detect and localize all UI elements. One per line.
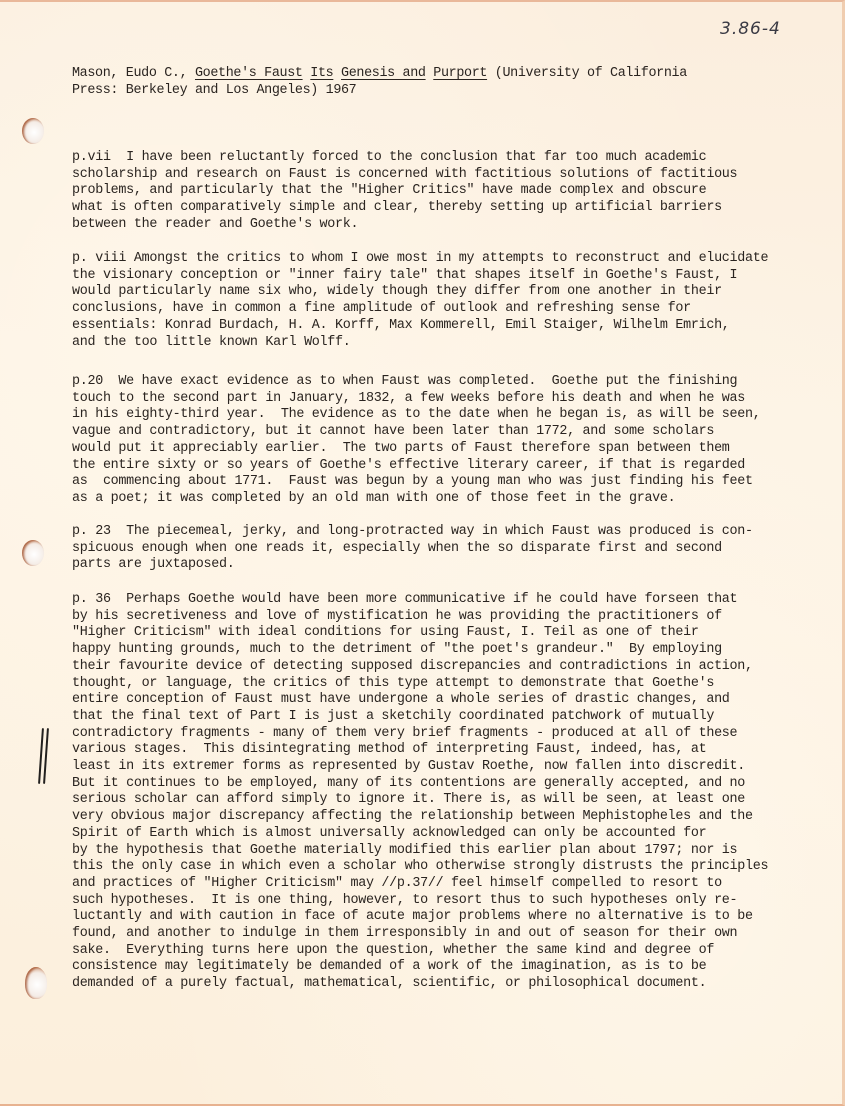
margin-line <box>43 728 49 784</box>
text-line: contradictory fragments - many of them very brief fragments - produced at all of these <box>72 725 738 741</box>
text-line: luctantly and with caution in face of acute major problems where no alternative is to be <box>72 909 753 925</box>
text-line: would particularly name six who, widely though they differ from one another in their <box>72 284 722 300</box>
quote-paragraph-p-36 <box>72 592 832 993</box>
citation-title-part: Goethe's Faust <box>194 66 303 81</box>
text-line: by the hypothesis that Goethe materially modified this earlier plan about 1797; nor is <box>72 842 738 858</box>
text-line: problems, and particularly that the "Higher Critics" have made complex and obscure <box>72 183 707 199</box>
text-line: between the reader and Goethe's work. <box>72 216 359 232</box>
punch-hole <box>22 118 44 144</box>
text-line: by his secretiveness and love of mystification he was providing the practitioners of <box>72 608 722 624</box>
quote-paragraph-p-20 <box>72 374 832 508</box>
text-line: such hypotheses. It is one thing, however, to resort thus to such hypotheses only re- <box>72 892 738 908</box>
margin-double-line-mark <box>40 728 50 786</box>
citation-publisher: (University of California <box>487 66 687 81</box>
citation-title-part: Its <box>310 66 334 81</box>
quote-paragraph-p-viii <box>72 251 832 351</box>
text-line: consistence may legitimately be demanded of a work of the imagination, as is to be <box>72 959 707 975</box>
text-line: parts are juxtaposed. <box>72 557 235 573</box>
text-line: essentials: Konrad Burdach, H. A. Korff, Max Kommerell, Emil Staiger, Wilhelm Emrich, <box>72 317 730 333</box>
text-line: the visionary conception or "inner fairy tale" that shapes itself in Goethe's Faust, I <box>72 267 738 283</box>
text-line: p.20 We have exact evidence as to when Faust was completed. Goethe put the finishing <box>72 374 738 389</box>
text-line: serious scholar can afford simply to ignore it. There is, as will be seen, at least one <box>72 792 746 808</box>
text-line: Spirit of Earth which is almost universally acknowledged can only be accounted for <box>72 825 707 841</box>
text-line: p.vii I have been reluctantly forced to the conclusion that far too much academic <box>72 150 707 165</box>
text-line: But it continues to be employed, many of its contentions are generally accepted, and no <box>72 775 746 791</box>
punch-hole <box>25 967 47 999</box>
text-line: happy hunting grounds, much to the detriment of "the poet's grandeur." By employing <box>72 642 722 658</box>
text-line: entire conception of Faust must have undergone a whole series of drastic changes, and <box>72 692 730 708</box>
text-line: their favourite device of detecting supposed discrepancies and contradictions in action, <box>72 658 753 674</box>
text-line: conclusions, have in common a fine amplitude of outlook and refreshing sense for <box>72 301 691 317</box>
text-line: p. 23 The piecemeal, jerky, and long-protracted way in which Faust was produced is con- <box>72 524 753 539</box>
text-line: p. 36 Perhaps Goethe would have been more communicative if he could have forseen that <box>72 592 738 607</box>
text-line: thought, or language, the critics of this type attempt to demonstrate that Goethe's <box>72 675 715 691</box>
text-line: what is often comparatively simple and clear, thereby setting up artificial barriers <box>72 200 722 216</box>
quote-paragraph-p-23 <box>72 524 832 574</box>
text-line: as commencing about 1771. Faust was begun by a young man who was just finding his feet <box>72 474 753 490</box>
bibliographic-citation <box>72 65 812 99</box>
text-line: p. viii Amongst the critics to whom I owe most in my attempts to reconstruct and elucidate <box>72 251 769 266</box>
text-line: various stages. This disintegrating method of interpreting Faust, indeed, has, at <box>72 742 707 758</box>
text-line: that the final text of Part I is just a sketchily coordinated patchwork of mutually <box>72 708 715 724</box>
text-line: demanded of a purely factual, mathematical, scientific, or philosophical document. <box>72 976 707 992</box>
punch-hole <box>22 540 44 566</box>
text-line: least in its extremer forms as represented by Gustav Roethe, now fallen into discredit. <box>72 759 746 775</box>
text-line: this the only case in which even a scholar who otherwise strongly distrusts the principles <box>72 859 769 875</box>
text-line: "Higher Criticism" with ideal conditions for using Faust, I. Teil as one of their <box>72 625 699 641</box>
text-line: touch to the second part in January, 1832, a few weeks before his death and when he was <box>72 390 746 406</box>
citation-author: Mason, Eudo C., <box>72 66 195 81</box>
text-line: in his eighty-third year. The evidence as to the date when he began is, as will be seen, <box>72 407 761 423</box>
citation-title-part: Genesis and <box>341 66 426 81</box>
text-line: as a poet; it was completed by an old man with one of those feet in the grave. <box>72 490 676 506</box>
text-line: the entire sixty or so years of Goethe's effective literary career, if that is regarded <box>72 457 746 473</box>
text-line: and practices of "Higher Criticism" may //p.37// feel himself compelled to resort to <box>72 875 722 891</box>
text-line: very obvious major discrepancy affecting the relationship between Mephistopheles and the <box>72 809 753 825</box>
text-line: scholarship and research on Faust is concerned with factitious solutions of factitious <box>72 166 738 182</box>
text-line: vague and contradictory, but it cannot have been later than 1772, and some scholars <box>72 424 715 440</box>
text-line: found, and another to indulge in them irresponsibly in and out of season for their own <box>72 926 738 942</box>
citation-title-part: Purport <box>433 66 488 81</box>
text-line: and the too little known Karl Wolff. <box>72 334 351 350</box>
text-line: sake. Everything turns here upon the question, whether the same kind and degree of <box>72 942 715 958</box>
text-line: would put it appreciably earlier. The two parts of Faust therefore span between them <box>72 440 730 456</box>
text-line: spicuous enough when one reads it, especially when the so disparate first and second <box>72 540 722 556</box>
quote-paragraph-p-vii <box>72 150 832 234</box>
handwritten-reference-number: 3.86-4 <box>720 19 781 39</box>
citation-publisher-line2: Press: Berkeley and Los Angeles) 1967 <box>72 83 357 98</box>
